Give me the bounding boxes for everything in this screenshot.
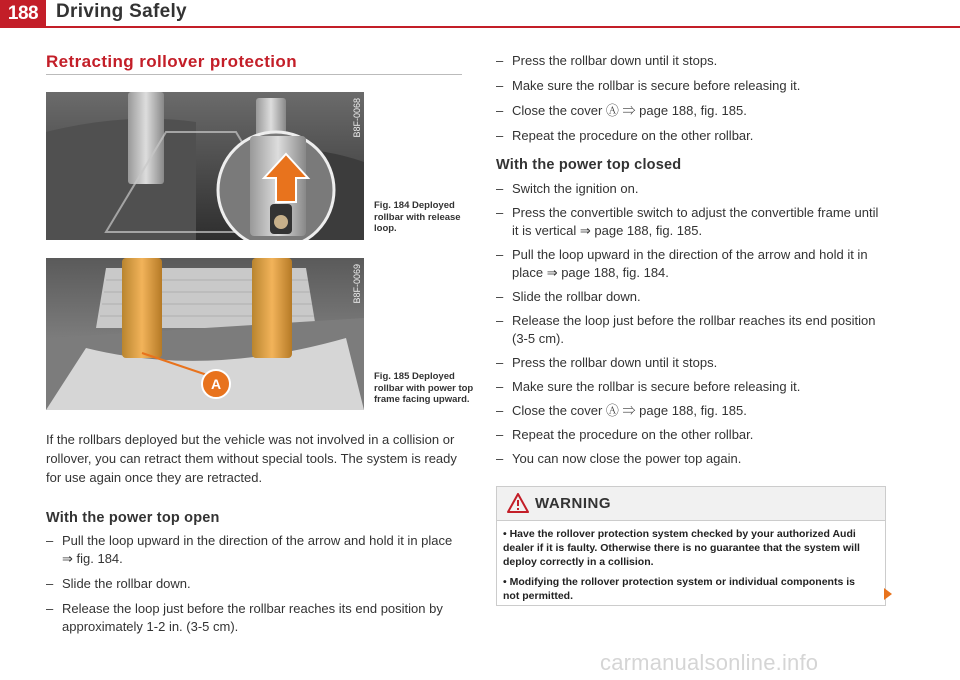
page-header	[0, 0, 960, 30]
heading-power-top-closed: With the power top closed	[496, 157, 682, 173]
list-item: – Slide the rollbar down.	[46, 575, 464, 593]
title-rule	[46, 74, 462, 75]
figure-184-number: Fig. 184	[374, 200, 410, 211]
list-item: – Repeat the procedure on the other rollbar.	[496, 426, 886, 444]
watermark: carmanualsonline.info	[600, 650, 819, 675]
list-item: – Slide the rollbar down.	[496, 288, 886, 306]
rollbar-power-top-illustration	[46, 258, 364, 410]
list-item: – Press the rollbar down until it stops.	[496, 52, 886, 70]
figure-185-caption	[374, 371, 474, 406]
warning-item: • Modifying the rollover protection system or individual components is not permitted.	[503, 576, 855, 602]
closed-steps-list	[496, 180, 886, 468]
section-title: Driving Safely	[56, 1, 187, 22]
figure-code: B8F-0068	[352, 98, 362, 138]
page-number: 188	[0, 0, 46, 28]
list-item: – Close the cover Ⓐ ⇒ page 188, fig. 185.	[496, 402, 886, 420]
open-steps-list-left	[46, 532, 464, 636]
warning-triangle-icon	[507, 493, 529, 513]
rollbar-release-loop-illustration	[46, 92, 364, 240]
list-item: – Make sure the rollbar is secure before releasing it.	[496, 77, 886, 95]
list-item: – Release the loop just before the rollbar reaches its end position (3-5 cm).	[496, 312, 886, 348]
list-item: – Make sure the rollbar is secure before releasing it.	[496, 378, 886, 396]
list-item: – Press the convertible switch to adjust the convertible frame until it is vertical ⇒ page 188, fig. 185.	[496, 204, 886, 240]
figure-185-text: Deployed rollbar with power top frame facing upward.	[374, 371, 474, 405]
figure-code: B8F-0069	[352, 264, 362, 304]
list-item: – Switch the ignition on.	[496, 180, 886, 198]
list-item: – Press the rollbar down until it stops.	[496, 354, 886, 372]
list-item: – Pull the loop upward in the direction of the arrow and hold it in place ⇒ page 188, fig. 184.	[496, 246, 886, 282]
figure-185-number: Fig. 185	[374, 371, 410, 382]
callout-a: A	[210, 376, 222, 392]
list-item: – Pull the loop upward in the direction of the arrow and hold it in place ⇒ fig. 184.	[46, 532, 464, 568]
figure-184-text: Deployed rollbar with release loop.	[374, 200, 461, 234]
figure-185-image	[46, 258, 364, 410]
continue-arrow-icon	[884, 588, 892, 600]
warning-header	[497, 487, 885, 521]
list-item: – You can now close the power top again.	[496, 450, 886, 468]
figure-184-image	[46, 92, 364, 240]
list-item: – Close the cover Ⓐ ⇒ page 188, fig. 185.	[496, 102, 886, 120]
warning-box	[496, 486, 886, 606]
warning-item: • Have the rollover protection system checked by your authorized Audi dealer if it is faulty. Otherwise there is no guarantee that the system will deploy correctly in a collision.	[503, 528, 860, 568]
intro-paragraph: If the rollbars deployed but the vehicle was not involved in a collision or rollover, you can retract them without special tools. The system is ready for use again once they are retracted.	[46, 432, 457, 485]
heading-power-top-open: With the power top open	[46, 510, 220, 526]
open-steps-list-right	[496, 52, 886, 145]
figure-184-caption	[374, 200, 474, 235]
warning-title: WARNING	[535, 495, 611, 512]
header-rule	[46, 26, 960, 28]
list-item: – Repeat the procedure on the other rollbar.	[496, 127, 886, 145]
list-item: – Release the loop just before the rollbar reaches its end position by approximately 1-2 in. (3-5 cm).	[46, 600, 464, 636]
article-title: Retracting rollover protection	[46, 52, 297, 71]
